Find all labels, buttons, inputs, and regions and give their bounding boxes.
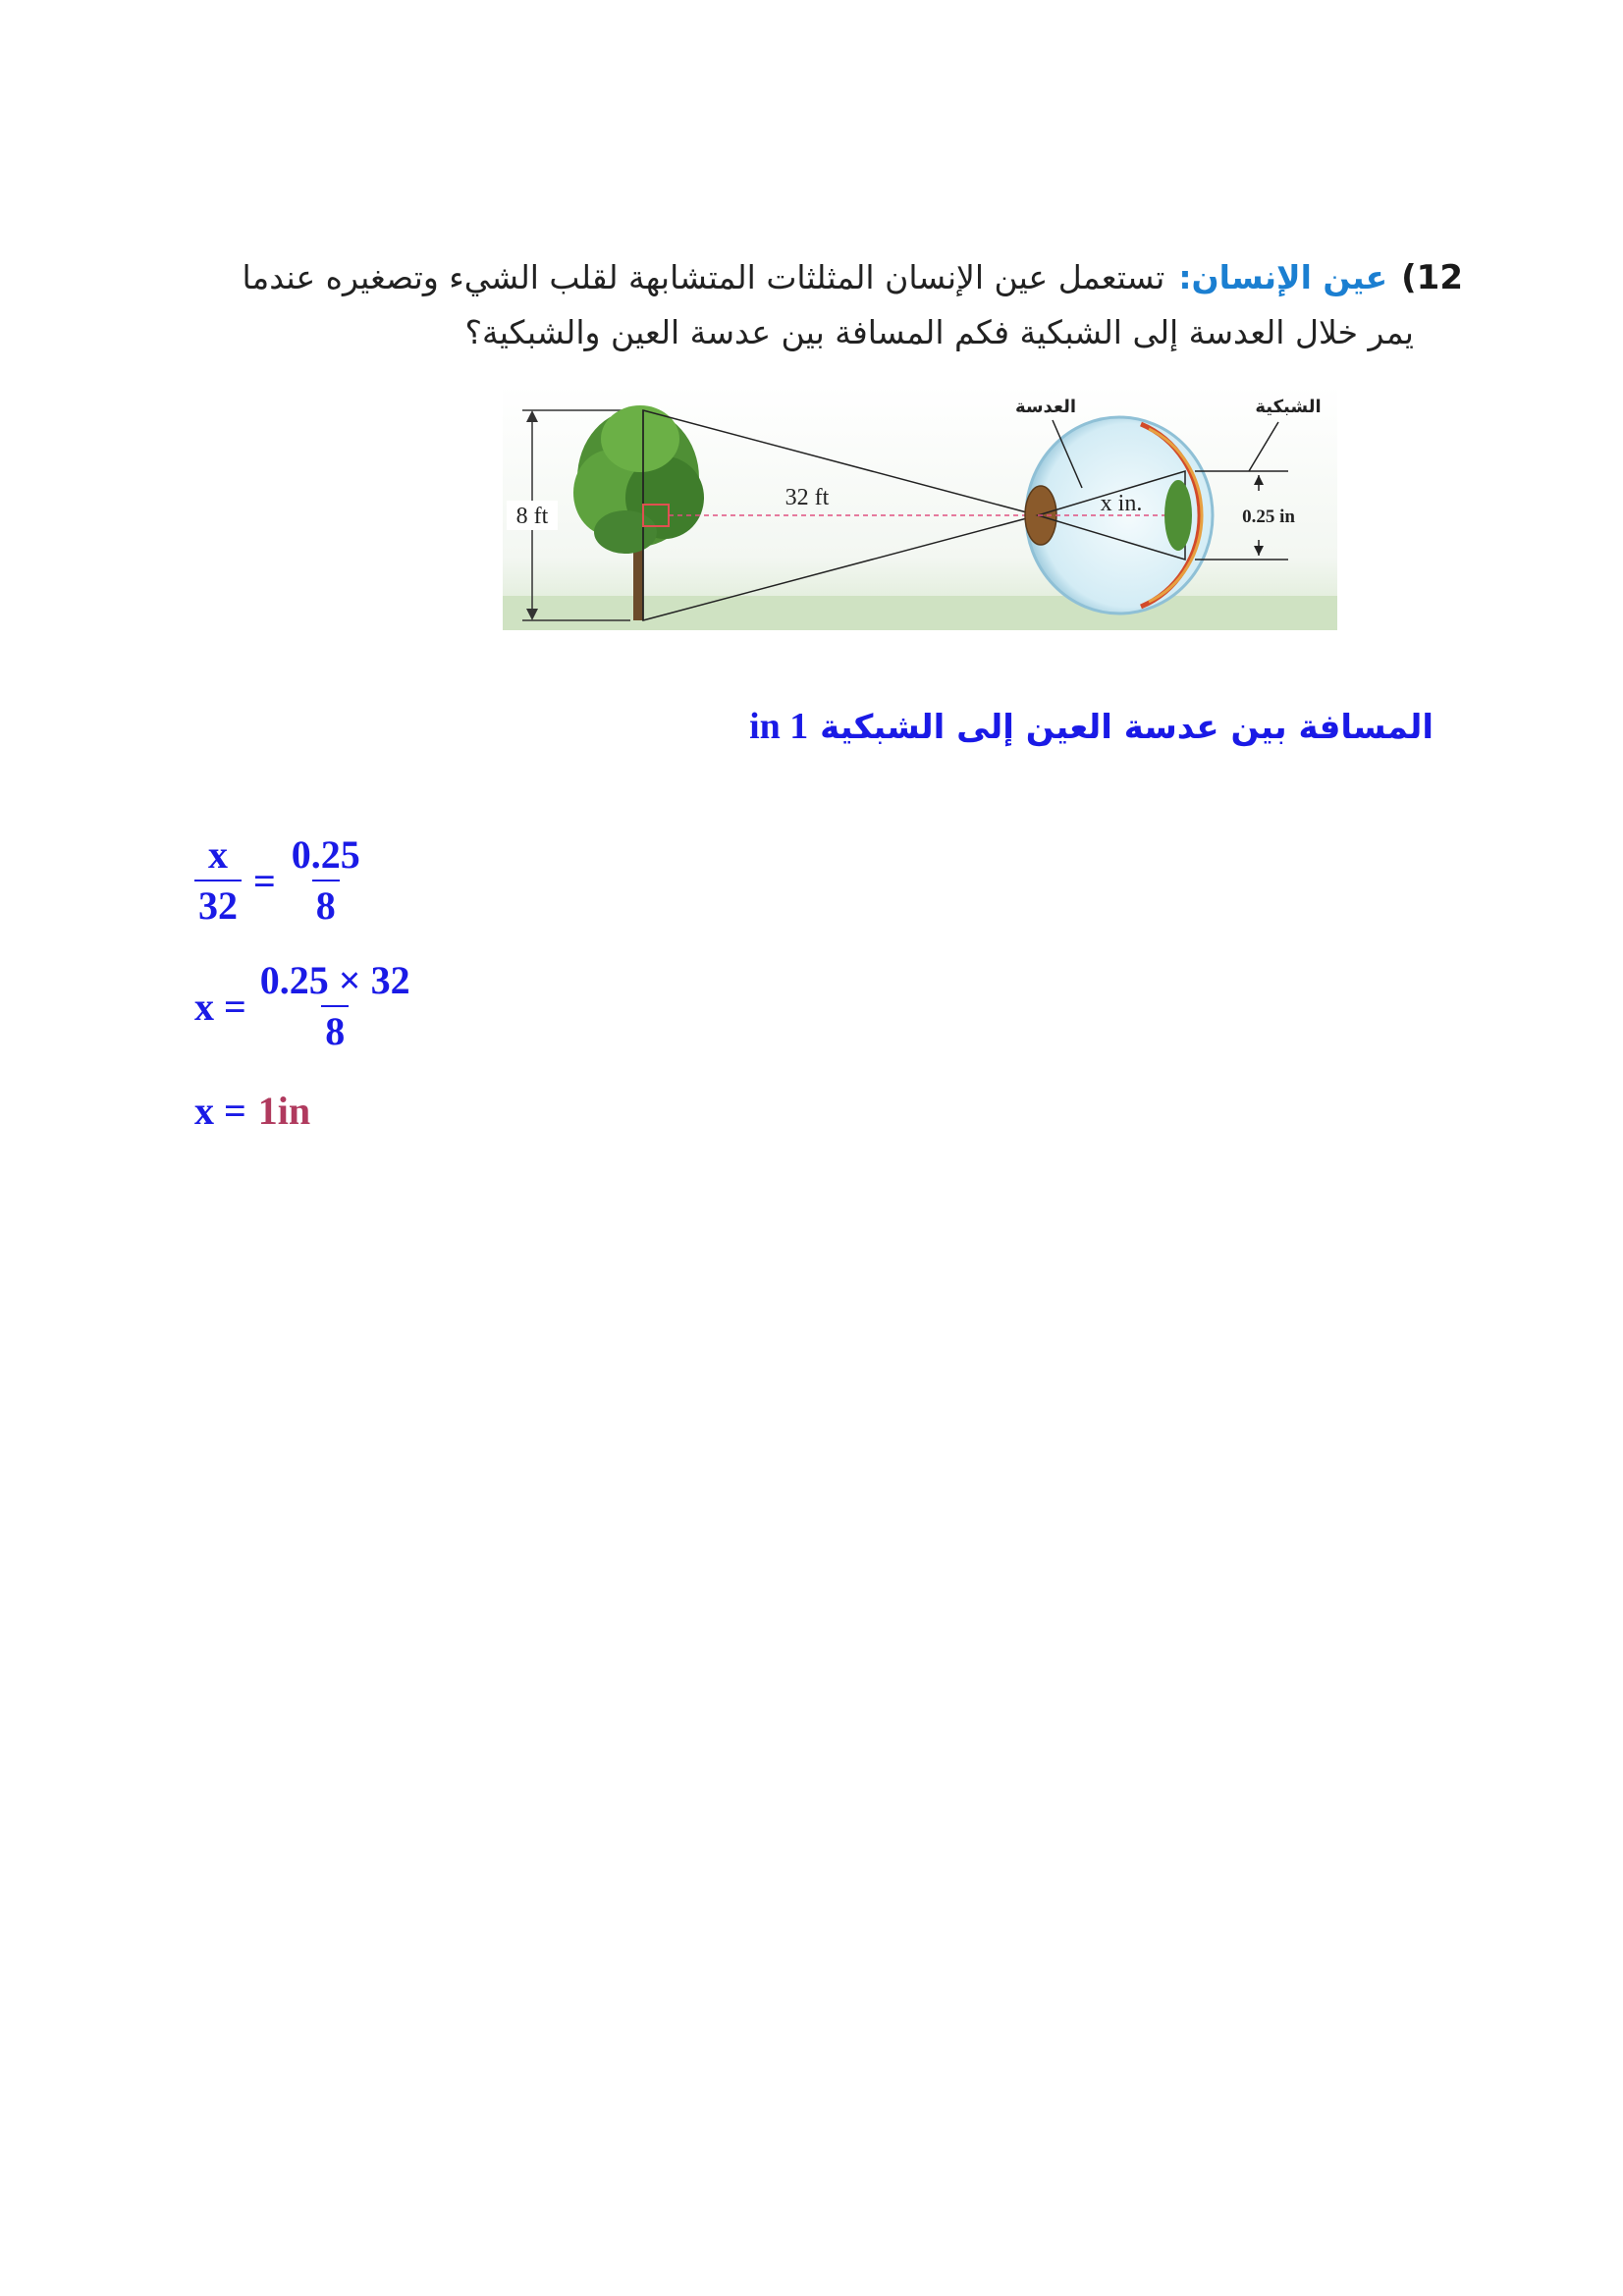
equals-sign: = — [253, 858, 276, 903]
ground — [503, 596, 1337, 630]
problem-text-2: يمر خلال العدسة إلى الشبكية فكم المسافة بين عدسة العين والشبكية؟ — [464, 313, 1414, 351]
image-height-label: 0.25 in — [1242, 507, 1295, 527]
eye-diagram-svg — [503, 385, 1337, 630]
answer-value: 1 in — [749, 706, 809, 747]
step2-lhs: x = — [194, 984, 246, 1029]
numerator: 0.25 × 32 — [259, 958, 410, 1002]
problem-line-1 — [128, 250, 1463, 305]
denominator: 8 — [321, 1005, 349, 1052]
inverted-tree-image — [1164, 480, 1192, 551]
unknown-label: x in. — [1100, 491, 1143, 516]
tree-height-label: 8 ft — [515, 504, 549, 529]
problem-text-1: تستعمل عين الإنسان المثلثات المتشابهة لقلب الشيء وتصغيره عندما — [242, 258, 1165, 296]
fraction-product-over-8 — [256, 960, 414, 1052]
problem-topic: عين الإنسان: — [1178, 258, 1388, 296]
retina-label: الشبكية — [1255, 397, 1322, 417]
problem-line-2 — [128, 305, 1463, 360]
solution-step-1 — [194, 834, 364, 927]
denominator: 8 — [312, 880, 340, 927]
answer-statement — [687, 705, 1434, 748]
distance-label: 32 ft — [784, 485, 830, 510]
lens-label: العدسة — [1014, 397, 1077, 417]
fraction-025-over-8 — [288, 834, 364, 927]
numerator: 0.25 — [291, 832, 360, 877]
final-result: 1in — [257, 1089, 311, 1133]
problem-statement — [128, 250, 1463, 360]
fraction-x-over-32 — [194, 834, 242, 927]
problem-number: 12) — [1401, 258, 1463, 297]
solution-step-3 — [194, 1088, 310, 1134]
solution-step-2 — [194, 960, 414, 1052]
step3-lhs: x = — [194, 1089, 246, 1133]
eye-diagram — [503, 385, 1337, 630]
numerator: x — [208, 832, 228, 877]
answer-text: المسافة بين عدسة العين إلى الشبكية — [820, 708, 1434, 747]
denominator: 32 — [194, 880, 242, 927]
